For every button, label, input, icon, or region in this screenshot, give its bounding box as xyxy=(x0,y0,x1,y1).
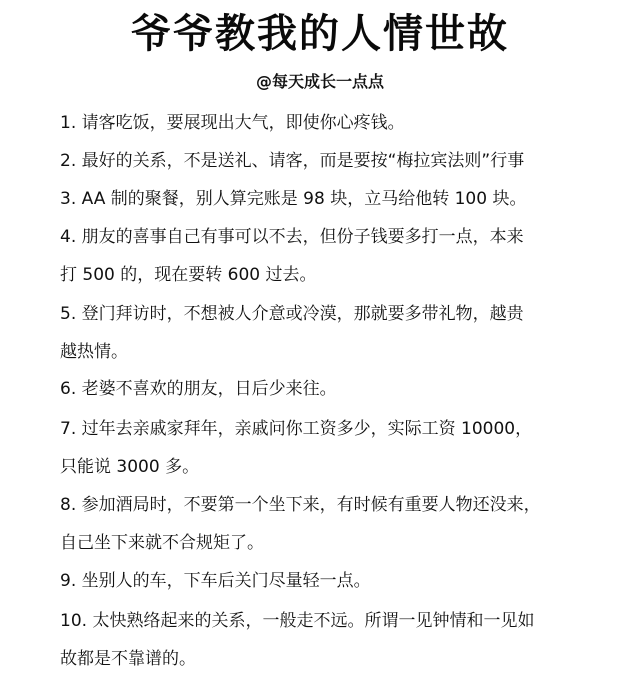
list-item xyxy=(60,486,582,562)
item-line: 6. 老婆不喜欢的朋友，日后少来往。 xyxy=(60,379,337,399)
page-title: 爷爷教我的人情世故 xyxy=(131,10,509,57)
list-item xyxy=(60,410,582,486)
item-line: 4. 朋友的喜事自己有事可以不去，但份子钱要多打一点，本来 xyxy=(60,227,524,247)
item-line: 打 500 的，现在要转 600 过去。 xyxy=(60,265,317,285)
item-line: 2. 最好的关系，不是送礼、请客，而是要按“梅拉宾法则”行事 xyxy=(60,151,525,171)
list-item xyxy=(60,295,582,371)
list-item xyxy=(60,180,582,218)
item-line: 故都是不靠谱的。 xyxy=(60,649,196,669)
item-line: 3. AA 制的聚餐，别人算完账是 98 块，立马给他转 100 块。 xyxy=(60,189,527,209)
list-item xyxy=(60,602,582,678)
item-line: 越热情。 xyxy=(60,342,128,362)
list-item xyxy=(60,142,582,180)
item-line: 只能说 3000 多。 xyxy=(60,457,200,477)
item-line: 9. 坐别人的车，下车后关门尽量轻一点。 xyxy=(60,571,371,591)
item-line: 7. 过年去亲戚家拜年，亲戚问你工资多少，实际工资 10000， xyxy=(60,419,533,439)
list-item xyxy=(60,104,582,142)
author-handle: @每天成长一点点 xyxy=(255,72,384,91)
list-item xyxy=(60,562,582,600)
item-line: 5. 登门拜访时，不想被人介意或冷漠，那就要多带礼物，越贵 xyxy=(60,304,524,324)
list-item xyxy=(60,370,582,408)
item-line: 自己坐下来就不合规矩了。 xyxy=(60,533,264,553)
list-item xyxy=(60,218,582,294)
item-line: 8. 参加酒局时，不要第一个坐下来，有时候有重要人物还没来， xyxy=(60,495,541,515)
item-line: 1. 请客吃饭，要展现出大气，即使你心疼钱。 xyxy=(60,113,405,133)
item-line: 10. 太快熟络起来的关系，一般走不远。所谓一见钟情和一见如 xyxy=(60,611,535,631)
